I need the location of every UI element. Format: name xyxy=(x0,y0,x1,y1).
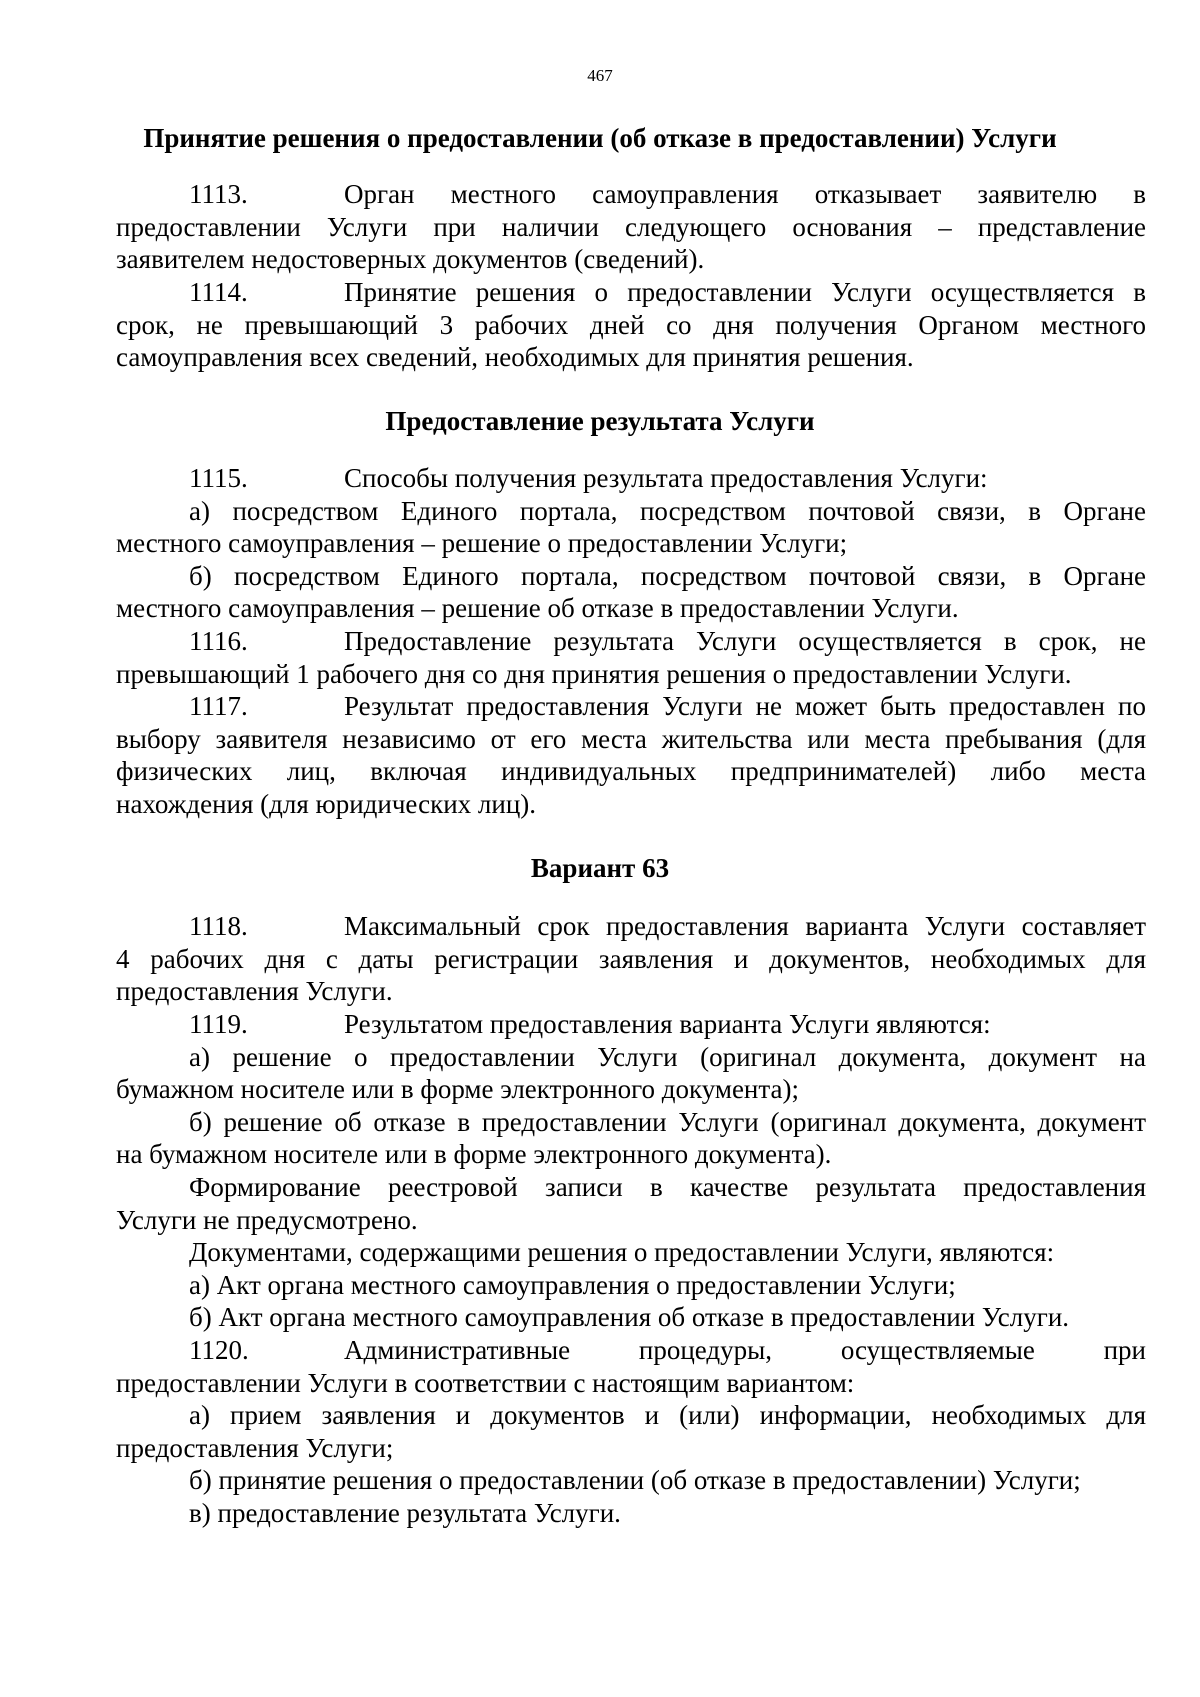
text-line: предоставления Услуги. xyxy=(116,976,393,1007)
paragraph-1119 xyxy=(116,1008,1146,1334)
text-line: Максимальный срок предоставления варианта Услуги составляет xyxy=(344,911,1146,941)
list-item-a-line: а) прием заявления и документов и (или) информации, необходимых для xyxy=(189,1400,1146,1431)
paragraph-number: 1116. xyxy=(189,626,248,656)
text-line xyxy=(116,625,1146,658)
list-item-b-line: б) Акт органа местного самоуправления об отказе в предоставлении Услуги. xyxy=(189,1302,1070,1333)
list-item-a-line: а) Акт органа местного самоуправления о предоставлении Услуги; xyxy=(189,1269,956,1300)
text-line xyxy=(116,1334,1146,1367)
paragraph-number: 1113. xyxy=(189,179,248,209)
paragraph-1120 xyxy=(116,1334,1146,1530)
text-line: Орган местного самоуправления отказывает заявителю в xyxy=(344,179,1146,209)
paragraph-number: 1114. xyxy=(189,277,248,307)
text-line: самоуправления всех сведений, необходимых для принятия решения. xyxy=(116,342,914,373)
paragraph-1114 xyxy=(116,276,1146,374)
text-line: Принятие решения о предоставлении Услуги осуществляется в xyxy=(344,277,1146,307)
text-line xyxy=(116,1008,1146,1041)
paragraph-number: 1120. xyxy=(189,1335,249,1365)
paragraph-1113 xyxy=(116,178,1146,276)
section-heading-decision: Принятие решения о предоставлении (об отказе в предоставлении) Услуги xyxy=(143,123,1057,153)
list-item-a-line: местного самоуправления – решение о предоставлении Услуги; xyxy=(116,528,848,559)
text-line: 4 рабочих дня с даты регистрации заявления и документов, необходимых для xyxy=(116,943,1146,974)
list-item-a-line: бумажном носителе или в форме электронного документа); xyxy=(116,1074,799,1105)
text-line: Формирование реестровой записи в качестве результата предоставления xyxy=(189,1171,1146,1202)
section-heading-result: Предоставление результата Услуги xyxy=(385,406,815,436)
text-line: Результат предоставления Услуги не может быть предоставлен по xyxy=(344,691,1146,721)
paragraph-number: 1118. xyxy=(189,911,248,941)
text-line: выбору заявителя независимо от его места жительства или места пребывания (для xyxy=(116,723,1146,754)
text-line: заявителем недостоверных документов (сведений). xyxy=(116,244,705,275)
text-line xyxy=(116,690,1146,723)
text-line xyxy=(116,178,1146,211)
list-item-a-line: а) посредством Единого портала, посредством почтовой связи, в Органе xyxy=(189,495,1146,526)
paragraph-1117 xyxy=(116,690,1146,820)
text-line: Способы получения результата предоставления Услуги: xyxy=(344,463,988,493)
text-line: нахождения (для юридических лиц). xyxy=(116,788,537,819)
list-item-c-line: в) предоставление результата Услуги. xyxy=(189,1497,621,1528)
text-line: Административные процедуры, осуществляемые при xyxy=(344,1335,1146,1365)
text-line: предоставлении Услуги при наличии следующего основания – представление xyxy=(116,211,1146,242)
text-line: Услуги не предусмотрено. xyxy=(116,1204,418,1235)
paragraph-1118 xyxy=(116,910,1146,1008)
paragraph-1115 xyxy=(116,462,1146,625)
text-line: предоставлении Услуги в соответствии с настоящим вариантом: xyxy=(116,1367,855,1398)
list-item-b-line: б) посредством Единого портала, посредством почтовой связи, в Органе xyxy=(189,560,1146,591)
list-item-b-line: местного самоуправления – решение об отказе в предоставлении Услуги. xyxy=(116,593,959,624)
list-item-b-line: на бумажном носителе или в форме электронного документа). xyxy=(116,1139,832,1170)
section-heading-variant: Вариант 63 xyxy=(530,853,670,883)
list-item-a-line: предоставления Услуги; xyxy=(116,1432,394,1463)
paragraph-1116 xyxy=(116,625,1146,690)
text-line: превышающий 1 рабочего дня со дня принятия решения о предоставлении Услуги. xyxy=(116,658,1072,689)
text-line xyxy=(116,910,1146,943)
text-line xyxy=(116,276,1146,309)
text-line: физических лиц, включая индивидуальных предпринимателей) либо места xyxy=(116,756,1146,787)
list-item-a-line: а) решение о предоставлении Услуги (оригинал документа, документ на xyxy=(189,1041,1146,1072)
text-line: срок, не превышающий 3 рабочих дней со дня получения Органом местного xyxy=(116,309,1146,340)
paragraph-number: 1115. xyxy=(189,463,248,493)
text-line xyxy=(116,462,1146,495)
text-line: Документами, содержащими решения о предоставлении Услуги, являются: xyxy=(189,1237,1055,1268)
paragraph-number: 1119. xyxy=(189,1009,248,1039)
text-line: Результатом предоставления варианта Услуги являются: xyxy=(344,1009,991,1039)
paragraph-number: 1117. xyxy=(189,691,248,721)
list-item-b-line: б) решение об отказе в предоставлении Услуги (оригинал документа, документ xyxy=(189,1106,1146,1137)
page-number: 467 xyxy=(587,66,613,85)
text-line: Предоставление результата Услуги осуществляется в срок, не xyxy=(344,626,1146,656)
list-item-b-line: б) принятие решения о предоставлении (об отказе в предоставлении) Услуги; xyxy=(189,1465,1081,1496)
